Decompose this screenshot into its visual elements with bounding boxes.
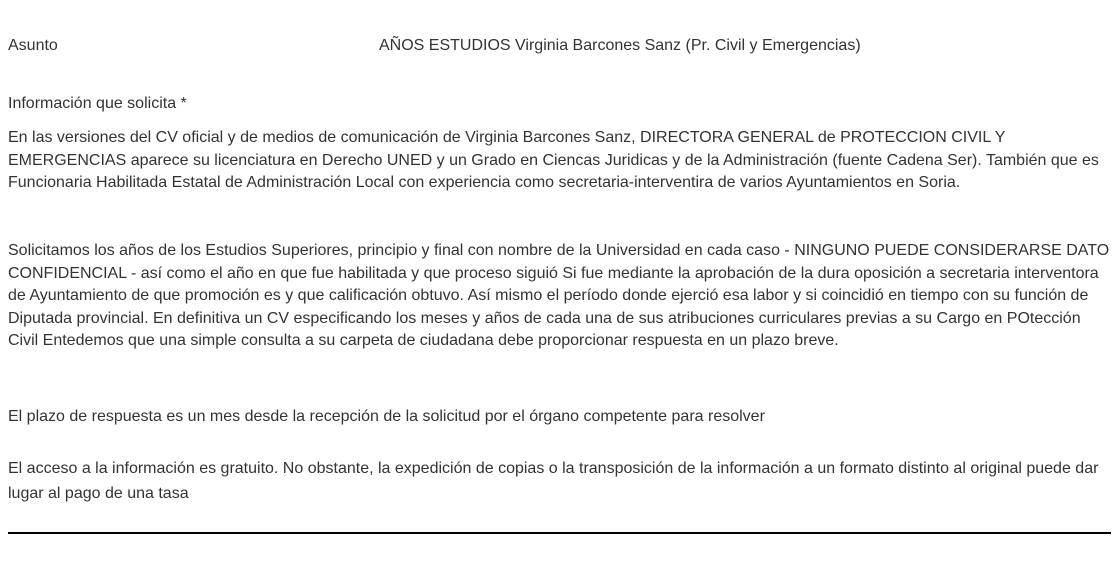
access-fee-notice: El acceso a la información es gratuito. No obstante, la expedición de copias o la transposición de la información a un formato distinto al original puede dar lugar al pago de una tasa: [8, 460, 1099, 502]
subject-value: AÑOS ESTUDIOS Virginia Barcones Sanz (Pr. Civil y Emergencias): [379, 37, 861, 54]
request-paragraph-2: Solicitamos los años de los Estudios Superiores, principio y final con nombre de la Universidad en cada caso - NINGUNO PUEDE CONSIDERARSE DATO CONFIDENCIAL - así como el año en que fue habilitada y que proceso siguió Si fue mediante la aprobación de la dura oposición a secretaria interventora de Ayuntamiento de que promoción es y que calificación obtuvo. Así mismo el período donde ejerció esa labor y si coincidió en tiempo con su función de Diputada provincial. En definitiva un CV especificando los meses y años de cada una de sus atribuciones curriculares previas a su Cargo en POtección Civil Entedemos que una simple consulta a su carpeta de ciudadana debe proporcionar respuesta en un plazo breve.: [8, 242, 1110, 349]
request-paragraph-1: En las versiones del CV oficial y de medios de comunicación de Virginia Barcones Sanz, DIRECTORA GENERAL de PROTECCION CIVIL Y EMERGENCIAS aparece su licenciatura en Derecho UNED y un Grado en Ciencas Juridicas y de la Administración (fuente Cadena Ser). También que es Funcionaria Habilitada Estatal de Administración Local con experiencia como secretaria-interventira de varios Ayuntamientos en Soria.: [8, 129, 1099, 191]
divider: [8, 532, 1111, 534]
subject-label: Asunto: [8, 37, 58, 54]
response-deadline-notice: El plazo de respuesta es un mes desde la recepción de la solicitud por el órgano competente para resolver: [8, 408, 765, 425]
subject-row: [8, 36, 1108, 58]
requested-info-label: Información que solicita *: [8, 95, 187, 112]
